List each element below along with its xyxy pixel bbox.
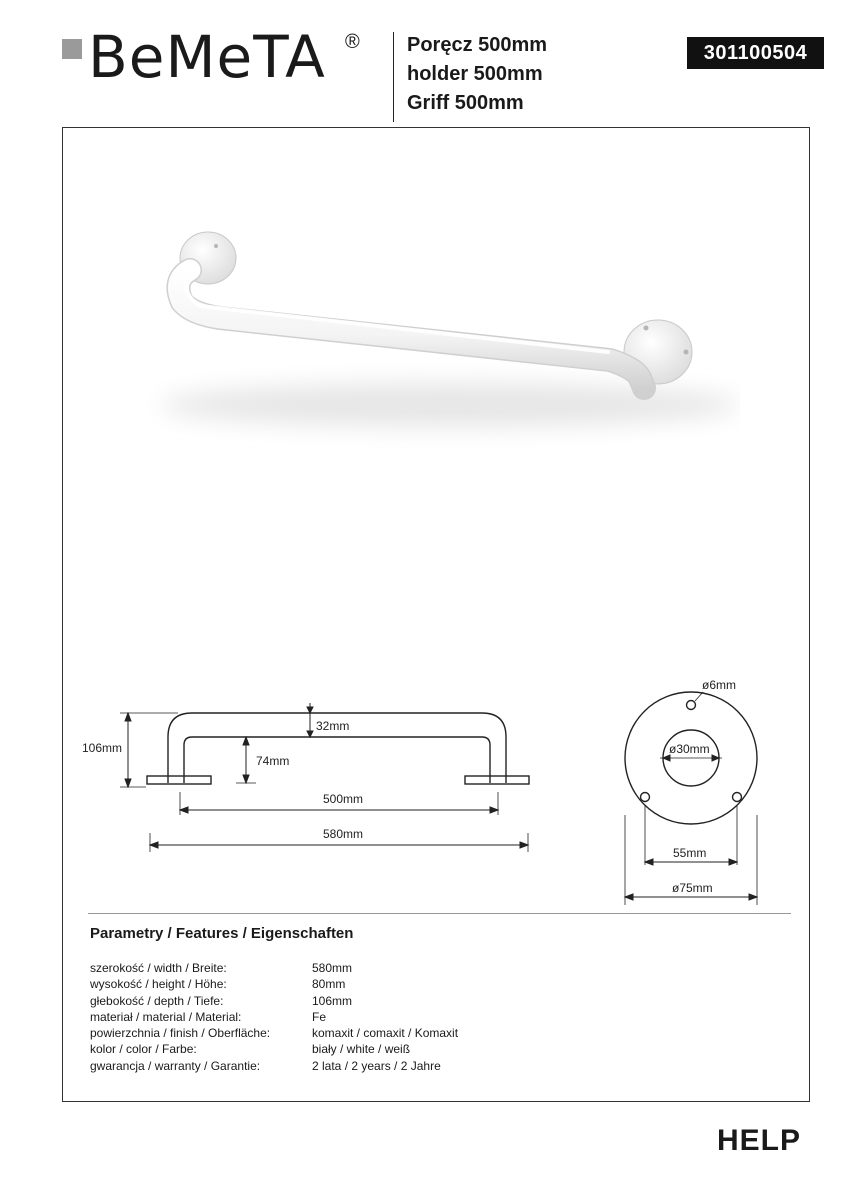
feature-label: gwarancja / warranty / Garantie: [90, 1058, 261, 1073]
features-separator [88, 913, 791, 914]
dim-total-width-label: 580mm [323, 827, 364, 841]
feature-label: głebokość / depth / Tiefe: [90, 993, 224, 1008]
feature-row [90, 960, 458, 976]
feature-row [90, 993, 458, 1009]
dim-inner-diameter-label: ø30mm [669, 742, 710, 756]
title-german: Griff 500mm [407, 92, 524, 114]
header-divider [393, 32, 394, 122]
product-photo [120, 210, 740, 450]
feature-value: 2 lata / 2 years / 2 Jahre [312, 1058, 441, 1073]
product-title [407, 31, 547, 118]
features-table [90, 960, 458, 1074]
feature-label: szerokość / width / Breite: [90, 961, 227, 975]
feature-label: wysokość / height / Höhe: [90, 977, 227, 992]
screw-hole-top [687, 701, 696, 710]
dim-hole-label: ø6mm [702, 678, 736, 692]
dim-hole-spacing-label: 55mm [673, 846, 707, 860]
screw-hole-right [733, 793, 742, 802]
feature-value: Fe [312, 1009, 327, 1024]
product-code-badge: 301100504 [687, 37, 824, 69]
feature-row [90, 1025, 458, 1041]
feature-label: materiał / material / Material: [90, 1009, 242, 1024]
features-title: Parametry / Features / Eigenschaften [90, 925, 354, 942]
bar-outline-inner [184, 737, 490, 783]
feature-label: powierzchnia / finish / Oberfläche: [90, 1026, 271, 1041]
logo-square [62, 39, 82, 59]
feature-row [90, 1009, 458, 1025]
dim-outer-diameter-label: ø75mm [672, 881, 713, 895]
feature-value: komaxit / comaxit / Komaxit [312, 1026, 459, 1041]
right-base-plate [465, 776, 529, 784]
screw-hole-left [641, 793, 650, 802]
feature-label: kolor / color / Farbe: [90, 1042, 197, 1057]
title-english: holder 500mm [407, 63, 543, 85]
feature-row [90, 1058, 458, 1074]
feature-value: 106mm [312, 993, 353, 1008]
left-base-plate [147, 776, 211, 784]
dim-top-gap-label: 32mm [316, 719, 350, 733]
feature-row [90, 976, 458, 992]
dim-height-label: 106mm [82, 741, 123, 755]
feature-value: biały / white / weiß [312, 1042, 411, 1057]
dim-inner-height-label: 74mm [256, 754, 290, 768]
brand-logo: BeMeTA [88, 23, 326, 91]
feature-value: 580mm [312, 961, 353, 975]
help-logo: HELP [717, 1124, 802, 1157]
registered-mark: ® [345, 31, 360, 53]
feature-row [90, 1041, 458, 1057]
technical-drawing [78, 665, 798, 910]
feature-value: 80mm [312, 977, 346, 992]
dim-inner-width-label: 500mm [323, 792, 364, 806]
title-polish: Poręcz 500mm [407, 34, 548, 56]
